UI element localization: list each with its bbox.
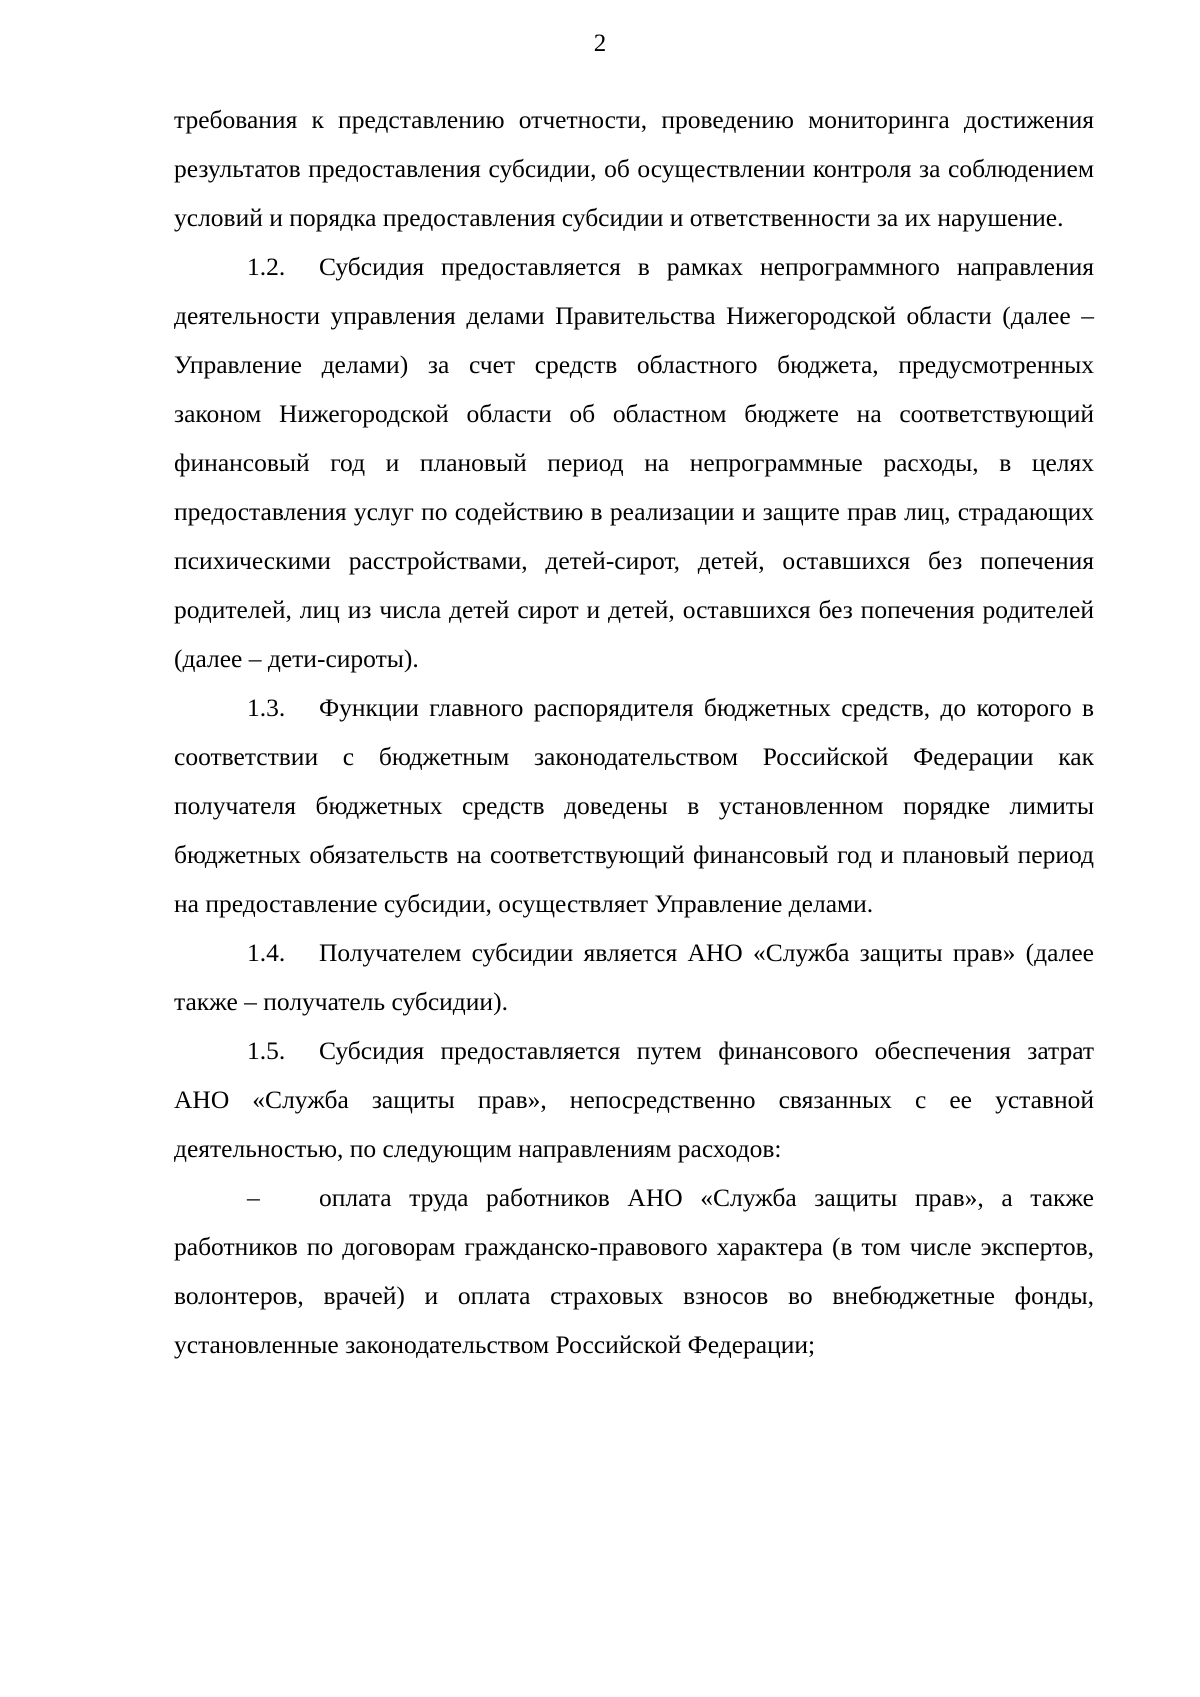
paragraph-text: требования к представлению отчетности, проведению мониторинга достижения результатов предоставления субсидии, об осуществлении контроля за соблюдением условий и порядка предоставления субсидии и ответственности за их нарушение. xyxy=(174,105,1094,232)
paragraph-text: Субсидия предоставляется путем финансового обеспечения затрат АНО «Служба защиты прав», непосредственно связанных с ее уставной деятельностью, по следующим направлениям расходов: xyxy=(174,1036,1094,1163)
paragraph-text: Субсидия предоставляется в рамках непрограммного направления деятельности управления делами Правительства Нижегородской области (далее – Управление делами) за счет средств областного бюджета, предусмотренных законом Нижегородской области об областном бюджете на соответствующий финансовый год и плановый период на непрограммные расходы, в целях предоставления услуг по содействию в реализации и защите прав лиц, страдающих психическими расстройствами, детей-сирот, детей, оставшихся без попечения родителей, лиц из числа детей сирот и детей, оставшихся без попечения родителей (далее – дети-сироты). xyxy=(174,252,1094,673)
paragraph-text: оплата труда работников АНО «Служба защиты прав», а также работников по договорам гражданско-правового характера (в том числе экспертов, волонтеров, врачей) и оплата страховых взносов во внебюджетные фонды, установленные законодательством Российской Федерации; xyxy=(174,1183,1094,1359)
clause-number: 1.2. xyxy=(247,252,286,281)
paragraph-text: Получателем субсидии является АНО «Служба защиты прав» (далее также – получатель субсидии). xyxy=(174,938,1094,1016)
clause-number: 1.4. xyxy=(247,938,286,967)
paragraph-text: Функции главного распорядителя бюджетных средств, до которого в соответствии с бюджетным законодательством Российской Федерации как получателя бюджетных средств доведены в установленном порядке лимиты бюджетных обязательств на соответствующий финансовый год и плановый период на предоставление субсидии, осуществляет Управление делами. xyxy=(174,693,1094,918)
paragraph-1-4 xyxy=(174,928,1094,1026)
paragraph-continuation xyxy=(174,95,1094,242)
list-item-expense xyxy=(174,1173,1094,1369)
clause-number: 1.3. xyxy=(247,693,286,722)
document-body xyxy=(174,95,1094,1369)
paragraph-1-5 xyxy=(174,1026,1094,1173)
paragraph-1-2 xyxy=(174,242,1094,683)
paragraph-1-3 xyxy=(174,683,1094,928)
list-dash: – xyxy=(247,1183,260,1212)
clause-number: 1.5. xyxy=(247,1036,286,1065)
page-number: 2 xyxy=(593,30,607,57)
